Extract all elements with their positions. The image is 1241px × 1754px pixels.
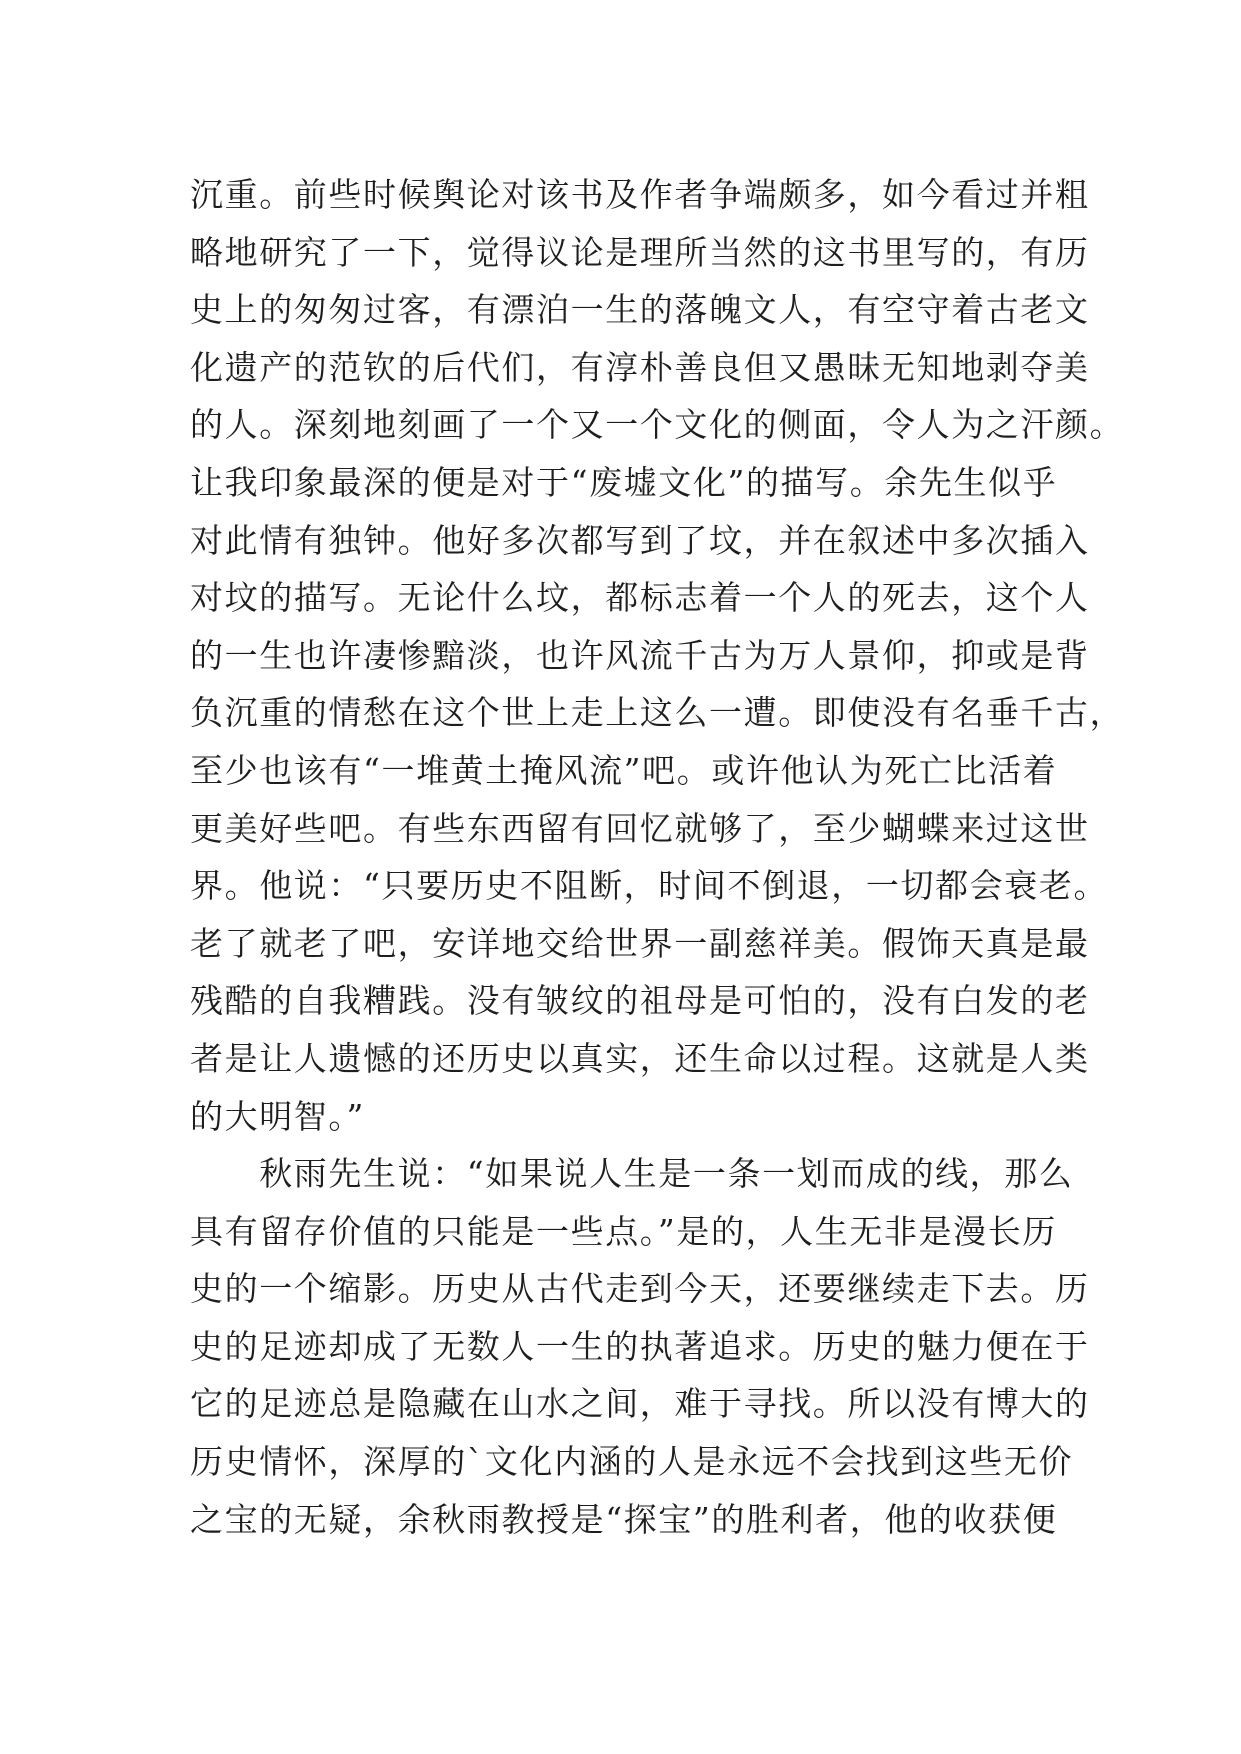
text-line: 界。他说：“只要历史不阻断，时间不倒退，一切都会衰老。: [190, 866, 1109, 906]
text-line: 史上的匆匆过客，有漂泊一生的落魄文人，有空守着古老文: [190, 290, 1090, 330]
text-line: 更美好些吧。有些东西留有回忆就够了，至少蝴蝶来过这世: [190, 808, 1090, 848]
text-line: 负沉重的情愁在这个世上走上这么一遭。即使没有名垂千古，: [190, 693, 1125, 733]
text-line: 略地研究了一下，觉得议论是理所当然的这书里写的，有历: [190, 232, 1090, 272]
text-line: 老了就老了吧，安详地交给世界一副慈祥美。假饰天真是最: [190, 923, 1090, 963]
text-line: 之宝的无疑，余秋雨教授是“探宝”的胜利者，他的收获便: [190, 1499, 1058, 1539]
text-line: 具有留存价值的只能是一些点。”是的，人生无非是漫长历: [190, 1211, 1057, 1251]
text-line: 至少也该有“一堆黄土掩风流”吧。或许他认为死亡比活着: [190, 750, 1058, 790]
text-line: 史的一个缩影。历史从古代走到今天，还要继续走下去。历: [190, 1269, 1090, 1309]
paragraph-start-line: 秋雨先生说：“如果说人生是一条一划而成的线，那么: [190, 1154, 1074, 1194]
text-line: 它的足迹总是隐藏在山水之间，难于寻找。所以没有博大的: [190, 1384, 1090, 1424]
text-line: 史的足迹却成了无数人一生的执著追求。历史的魅力便在于: [190, 1326, 1090, 1366]
text-line: 对此情有独钟。他好多次都写到了坟，并在叙述中多次插入: [190, 520, 1090, 560]
text-line: 历史情怀，深厚的`文化内涵的人是永远不会找到这些无价: [190, 1442, 1074, 1482]
text-line: 化遗产的范钦的后代们，有淳朴善良但又愚昧无知地剥夺美: [190, 347, 1090, 387]
text-line: 沉重。前些时候舆论对该书及作者争端颇多，如今看过并粗: [190, 175, 1090, 214]
text-line: 的大明智。”: [190, 1096, 365, 1136]
text-line: 残酷的自我糟践。没有皱纹的祖母是可怕的，没有白发的老: [190, 981, 1090, 1021]
text-line: 让我印象最深的便是对于“废墟文化”的描写。余先生似乎: [190, 462, 1058, 502]
body-text: [190, 166, 1125, 1548]
text-line: 的一生也许凄惨黯淡，也许风流千古为万人景仰，抑或是背: [190, 635, 1090, 675]
text-line: 者是让人遗憾的还历史以真实，还生命以过程。这就是人类: [190, 1038, 1090, 1078]
text-line: 对坟的描写。无论什么坟，都标志着一个人的死去，这个人: [190, 578, 1090, 618]
text-line: 的人。深刻地刻画了一个又一个文化的侧面，令人为之汗颜。: [190, 405, 1125, 445]
